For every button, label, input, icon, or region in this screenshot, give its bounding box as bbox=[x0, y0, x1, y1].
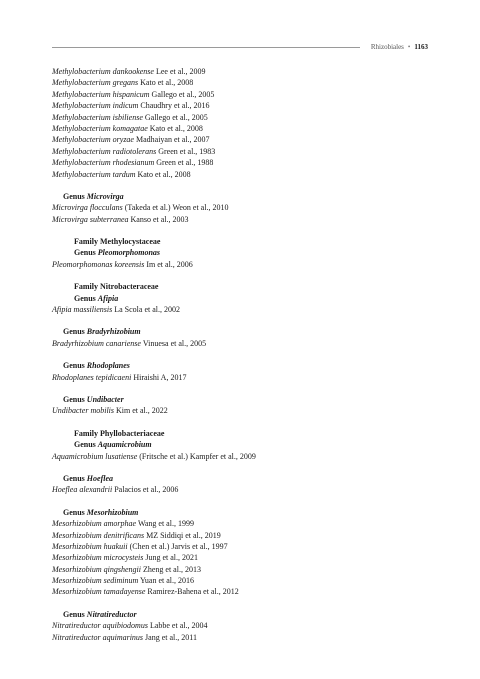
species-name: Mesorhizobium huakuii bbox=[52, 541, 128, 551]
species-name: Methylobacterium dankookense bbox=[52, 67, 154, 76]
species-authority: Jung et al., 2021 bbox=[145, 553, 198, 563]
species-name: Methylobacterium tardum bbox=[52, 169, 136, 179]
species-name: Mesorhizobium amorphae bbox=[52, 519, 137, 529]
species-name: Microvirga flocculans bbox=[52, 203, 123, 213]
species-entry bbox=[52, 259, 440, 270]
genus-heading bbox=[52, 293, 440, 304]
species-entry bbox=[52, 405, 440, 416]
header-rule bbox=[52, 47, 360, 48]
family-heading: Family Phyllobacteriaceae bbox=[74, 428, 165, 438]
species-name: Mesorhizobium microcysteis bbox=[52, 553, 144, 563]
species-entry bbox=[52, 304, 440, 315]
species-name: Rhodoplanes tepidicaeni bbox=[52, 372, 132, 382]
family-heading: Family Nitrobacteraceae bbox=[74, 282, 159, 292]
genus-name: Aquamicrobium bbox=[97, 440, 152, 450]
genus-name: Nitratireductor bbox=[86, 609, 137, 619]
species-entry bbox=[52, 632, 440, 643]
genus-name: Mesorhizobium bbox=[86, 507, 139, 517]
species-authority: Chaudhry et al., 2016 bbox=[140, 101, 210, 111]
species-name: Hoeflea alexandrii bbox=[52, 485, 113, 495]
genus-name: Rhodoplanes bbox=[86, 361, 130, 371]
genus-prefix: Genus bbox=[63, 191, 85, 201]
genus-heading bbox=[52, 360, 440, 371]
species-authority: Zheng et al., 2013 bbox=[142, 564, 201, 574]
species-entry bbox=[52, 338, 440, 349]
species-authority: Gallego et al., 2005 bbox=[144, 112, 208, 122]
genus-prefix: Genus bbox=[63, 609, 85, 619]
genus-prefix: Genus bbox=[63, 394, 85, 404]
species-authority: (Fritsche et al.) Kampfer et al., 2009 bbox=[139, 451, 256, 461]
species-name: Methylobacterium hispanicum bbox=[52, 89, 150, 99]
genus-heading bbox=[52, 326, 440, 337]
page-number: 1163 bbox=[414, 43, 428, 51]
species-authority: (Chen et al.) Jarvis et al., 1997 bbox=[129, 541, 228, 551]
genus-heading bbox=[52, 609, 440, 620]
species-authority: Green et al., 1988 bbox=[156, 158, 214, 168]
species-authority: Kato et al., 2008 bbox=[149, 123, 203, 133]
genus-heading bbox=[52, 473, 440, 484]
species-authority: Lee et al., 2009 bbox=[155, 67, 206, 76]
genus-heading bbox=[52, 439, 440, 450]
species-authority: Kato et al., 2008 bbox=[137, 169, 191, 179]
running-title: Rhizobiales bbox=[370, 43, 404, 51]
species-entry bbox=[52, 620, 440, 631]
species-entry bbox=[52, 169, 440, 180]
genus-name: Bradyrhizobium bbox=[86, 327, 141, 337]
genus-prefix: Genus bbox=[74, 293, 96, 303]
genus-prefix: Genus bbox=[74, 440, 96, 450]
species-authority: Wang et al., 1999 bbox=[137, 519, 194, 529]
species-entry bbox=[52, 89, 440, 100]
header-separator: • bbox=[407, 43, 411, 51]
species-entry bbox=[52, 372, 440, 383]
species-name: Mesorhizobium qingshengii bbox=[52, 564, 141, 574]
genus-name: Microvirga bbox=[86, 191, 124, 201]
species-entry bbox=[52, 541, 440, 552]
species-authority: Kanso et al., 2003 bbox=[130, 214, 189, 224]
species-name: Methylobacterium oryzae bbox=[52, 135, 134, 145]
species-authority: Hiraishi A, 2017 bbox=[133, 372, 187, 382]
running-header bbox=[52, 41, 428, 53]
genus-heading bbox=[52, 247, 440, 258]
genus-name: Afipia bbox=[97, 293, 119, 303]
species-authority: Kato et al., 2008 bbox=[140, 78, 194, 88]
genus-prefix: Genus bbox=[63, 361, 85, 371]
family-heading: Family Methylocystaceae bbox=[74, 237, 161, 247]
species-authority: Jang et al., 2011 bbox=[145, 632, 197, 642]
species-entry bbox=[52, 123, 440, 134]
species-name: Nitratireductor aquimarinus bbox=[52, 632, 144, 642]
species-entry bbox=[52, 552, 440, 563]
species-entry bbox=[52, 112, 440, 123]
species-name: Methylobacterium rhodesianum bbox=[52, 158, 155, 168]
species-name: Methylobacterium isbiliense bbox=[52, 112, 143, 122]
species-entry bbox=[52, 66, 440, 77]
taxonomy-list bbox=[52, 66, 440, 643]
species-authority: Gallego et al., 2005 bbox=[151, 89, 215, 99]
species-authority: Madhaiyan et al., 2007 bbox=[135, 135, 210, 145]
species-entry bbox=[52, 100, 440, 111]
species-name: Pleomorphomonas koreensis bbox=[52, 259, 145, 269]
species-name: Undibacter mobilis bbox=[52, 406, 114, 416]
species-authority: Ramirez-Bahena et al., 2012 bbox=[147, 587, 239, 597]
species-entry bbox=[52, 451, 440, 462]
species-authority: Yuan et al., 2016 bbox=[140, 576, 194, 586]
species-name: Mesorhizobium tamadayense bbox=[52, 587, 146, 597]
species-entry bbox=[52, 202, 440, 213]
species-name: Methylobacterium radiotolerans bbox=[52, 146, 157, 156]
species-entry bbox=[52, 157, 440, 168]
genus-name: Undibacter bbox=[86, 394, 124, 404]
species-entry bbox=[52, 214, 440, 225]
species-name: Methylobacterium komagatae bbox=[52, 123, 148, 133]
species-entry bbox=[52, 77, 440, 88]
species-authority: Kim et al., 2022 bbox=[116, 406, 168, 416]
genus-name: Pleomorphomonas bbox=[97, 248, 161, 258]
species-authority: Palacios et al., 2006 bbox=[114, 485, 179, 495]
species-entry bbox=[52, 564, 440, 575]
species-name: Nitratireductor aquibiodomus bbox=[52, 621, 148, 631]
species-authority: La Scola et al., 2002 bbox=[114, 305, 180, 315]
header-text bbox=[371, 41, 428, 53]
species-name: Microvirga subterranea bbox=[52, 214, 129, 224]
species-name: Aquamicrobium lusatiense bbox=[52, 451, 138, 461]
species-entry bbox=[52, 484, 440, 495]
species-name: Mesorhizobium denitrificans bbox=[52, 530, 145, 540]
species-authority: Green et al., 1983 bbox=[158, 146, 216, 156]
species-name: Bradyrhizobium canariense bbox=[52, 338, 141, 348]
genus-prefix: Genus bbox=[63, 507, 85, 517]
genus-heading bbox=[52, 394, 440, 405]
genus-prefix: Genus bbox=[74, 248, 96, 258]
species-authority: Labbe et al., 2004 bbox=[149, 621, 208, 631]
species-entry bbox=[52, 134, 440, 145]
species-name: Afipia massiliensis bbox=[52, 305, 113, 315]
species-entry bbox=[52, 575, 440, 586]
species-name: Methylobacterium gregans bbox=[52, 78, 139, 88]
genus-prefix: Genus bbox=[63, 327, 85, 337]
genus-prefix: Genus bbox=[63, 473, 85, 483]
genus-heading bbox=[52, 191, 440, 202]
species-entry bbox=[52, 146, 440, 157]
species-entry bbox=[52, 518, 440, 529]
species-name: Methylobacterium indicum bbox=[52, 101, 139, 111]
species-entry bbox=[52, 530, 440, 541]
genus-heading bbox=[52, 507, 440, 518]
species-entry bbox=[52, 586, 440, 597]
species-authority: Im et al., 2006 bbox=[146, 259, 193, 269]
genus-name: Hoeflea bbox=[86, 473, 114, 483]
species-authority: MZ Siddiqi et al., 2019 bbox=[146, 530, 221, 540]
species-authority: (Takeda et al.) Weon et al., 2010 bbox=[124, 203, 229, 213]
species-authority: Vinuesa et al., 2005 bbox=[142, 338, 207, 348]
species-name: Mesorhizobium sediminum bbox=[52, 576, 139, 586]
